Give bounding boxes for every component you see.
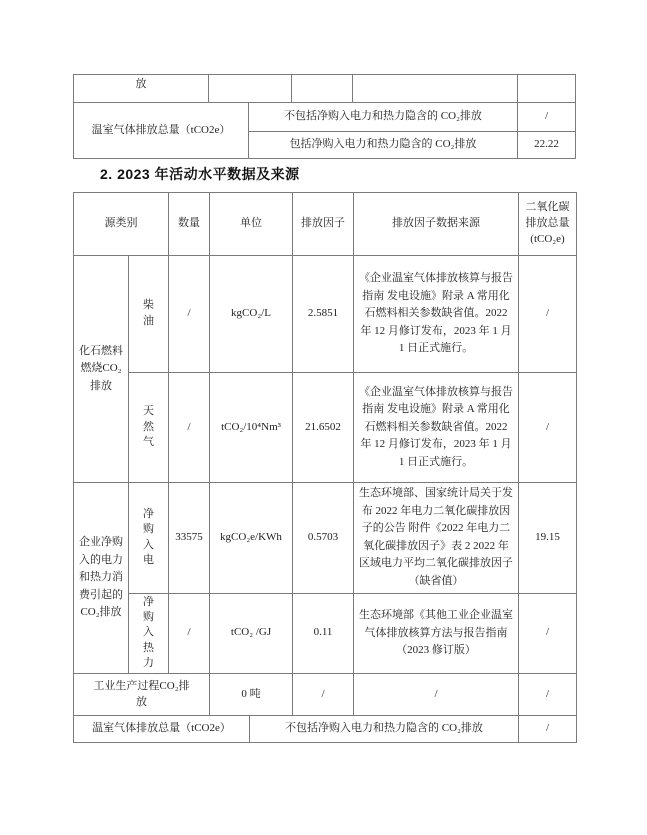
diesel-total: / (519, 256, 577, 373)
process-quantity-unit: 0 吨 (210, 674, 293, 716)
header-ef-source: 排放因子数据来源 (354, 193, 519, 256)
diesel-source: 《企业温室气体排放核算与报告指南 发电设施》附录 A 常用化石燃料相关参数缺省值。2022 年 12 月修订发布，2023 年 1 月 1 日正式施行。 (354, 256, 519, 373)
elec-quantity: 33575 (169, 483, 210, 594)
section-heading: 2. 2023 年活动水平数据及来源 (100, 166, 300, 182)
process-total: / (519, 674, 577, 716)
empty-cell (292, 75, 353, 103)
elec-unit: kgCO₂e/KWh (210, 483, 293, 594)
diesel-factor: 2.5851 (293, 256, 354, 373)
scope-incl-cell: 包括净购入电力和热力隐含的 CO₂排放 (249, 132, 518, 159)
heat-factor: 0.11 (293, 593, 354, 674)
page-content (73, 74, 576, 743)
process-label: 工业生产过程CO₂排放 (93, 679, 190, 709)
fossil-group-label: 化石燃料燃烧CO₂排放 (79, 344, 123, 392)
process-label-cell (74, 674, 210, 716)
total-label-cell: 温室气体排放总量（tCO2e） (74, 103, 249, 159)
heat-quantity: / (169, 593, 210, 674)
header-unit: 单位 (210, 193, 293, 256)
scope-excl-cell: 不包括净购入电力和热力隐含的 CO₂排放 (249, 103, 518, 132)
row-purchased-heat (74, 593, 577, 674)
empty-cell (518, 75, 576, 103)
diesel-quantity: / (169, 256, 210, 373)
empty-cell (209, 75, 292, 103)
row-diesel (74, 256, 577, 373)
value-incl-cell: 22.22 (518, 132, 576, 159)
total-row-excl (74, 103, 576, 132)
header-co2-total: 二氧化碳排放总量(tCO₂e) (519, 193, 577, 256)
prev-emissions-table-fragment (73, 74, 576, 159)
row-natural-gas (74, 373, 577, 483)
gas-name-cell (129, 373, 169, 483)
process-factor: / (293, 674, 354, 716)
elec-name-cell (129, 483, 169, 594)
ghg-total-value-cell: / (519, 716, 577, 743)
heat-label: 净购入热力 (143, 595, 154, 670)
ghg-total-scope-cell: 不包括净购入电力和热力隐含的 CO₂排放 (250, 716, 519, 743)
elec-total: 19.15 (519, 483, 577, 594)
gas-quantity: / (169, 373, 210, 483)
partial-cell: 放 (74, 75, 209, 103)
heat-source: 生态环境部《其他工业企业温室气体排放核算方法与报告指南（2023 修订版） (354, 593, 519, 674)
process-source: / (354, 674, 519, 716)
purchased-group-cell (74, 483, 129, 674)
heat-name-cell (129, 593, 169, 674)
header-source-category: 源类别 (74, 193, 169, 256)
header-emission-factor: 排放因子 (293, 193, 354, 256)
diesel-name-cell (129, 256, 169, 373)
row-purchased-electricity (74, 483, 577, 594)
ghg-total-label-cell: 温室气体排放总量（tCO2e） (74, 716, 250, 743)
heat-total: / (519, 593, 577, 674)
heat-unit: tCO₂ /GJ (210, 593, 293, 674)
fossil-group-cell (74, 256, 129, 483)
elec-source: 生态环境部、国家统计局关于发布 2022 年电力二氧化碳排放因子的公告 附件《2022 年电力二氧化碳排放因子》表 2 2022 年区域电力平均二氧化碳排放因子（缺省值） (354, 483, 519, 594)
purchased-group-label: 企业净购入的电力和热力消费引起的CO₂排放 (79, 536, 123, 619)
elec-label: 净购入电 (143, 507, 154, 566)
gas-factor: 21.6502 (293, 373, 354, 483)
partial-row (74, 75, 576, 103)
diesel-label: 柴油 (143, 299, 154, 327)
gas-label: 天然气 (143, 405, 154, 448)
elec-factor: 0.5703 (293, 483, 354, 594)
value-excl-cell: / (518, 103, 576, 132)
gas-source: 《企业温室气体排放核算与报告指南 发电设施》附录 A 常用化石燃料相关参数缺省值。2022 年 12 月修订发布，2023 年 1 月 1 日正式施行。 (354, 373, 519, 483)
activity-data-table (73, 192, 577, 743)
empty-cell (353, 75, 518, 103)
header-quantity: 数量 (169, 193, 210, 256)
diesel-unit: kgCO₂/L (210, 256, 293, 373)
gas-unit: tCO₂/10⁴Nm³ (210, 373, 293, 483)
gas-total: / (519, 373, 577, 483)
row-ghg-total (74, 716, 577, 743)
row-industrial-process (74, 674, 577, 716)
header-row (74, 193, 577, 256)
